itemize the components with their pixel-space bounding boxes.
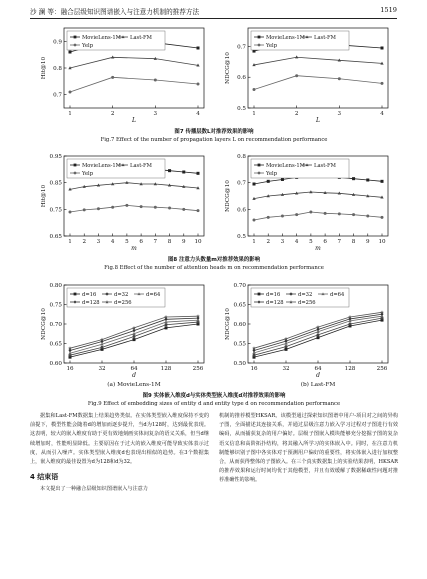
paragraph: 据集和Last-FM数据集上结果趋势类似。在实体类型嵌入维度保持不变的前提下，模型性能会随着d的增加而逐步提升，当d为128时，达到最优表现。这表明，较大的嵌入维度有助于更有效地刻画实体间复杂的语义关系，但当d继续增加时，性能明显降低。主要原因在于过大的嵌入维度可能导致实体表示过度，从而引入噪声。实体类型嵌入维度d也表现出相似的趋势。在3个数据集上，嵌入维度的最佳设置为d为128和d为32。: [30, 413, 209, 466]
data-point: [285, 348, 288, 351]
y-tick-label: 0.65: [233, 302, 246, 309]
x-axis-label: d: [316, 372, 320, 379]
x-axis-label: L: [316, 117, 320, 124]
legend-label: d=256: [298, 300, 316, 306]
data-point: [125, 181, 128, 184]
x-axis-label: m: [315, 245, 321, 252]
data-point: [317, 333, 320, 336]
fig7-row: [30, 22, 398, 126]
data-point: [267, 216, 270, 219]
y-axis-label: Hit@10: [41, 56, 47, 80]
data-point: [125, 204, 128, 207]
data-point: [69, 91, 72, 94]
x-tick-label: 4: [196, 111, 200, 117]
x-tick-label: 1: [68, 111, 72, 117]
legend-marker: [74, 293, 77, 296]
fig8-caption-en: Fig.8 Effect of the number of attention heads m on recommendation performance: [104, 265, 324, 271]
fig9-caption-en: Fig.9 Effect of embedding sizes of entity d and entity type d on recommendation performance: [87, 401, 341, 407]
legend-label: MovieLens-1M: [82, 35, 121, 41]
x-tick-label: 2: [294, 111, 299, 117]
fig9-chart-lastfm: [214, 279, 398, 391]
fig7-chart-hit: [30, 22, 214, 126]
legend-marker: [258, 44, 261, 47]
y-tick-label: 0.80: [49, 283, 62, 289]
y-tick-label: 0.9: [53, 39, 62, 46]
data-point: [338, 77, 341, 80]
x-tick-label: 128: [344, 366, 356, 372]
series-line: [70, 205, 198, 212]
x-tick-label: 64: [314, 366, 322, 372]
left-column: [30, 412, 209, 495]
y-tick-label: 0.7: [237, 180, 246, 187]
x-tick-label: 128: [160, 366, 172, 372]
x-tick-label: 5: [309, 239, 313, 245]
y-tick-label: 0.70: [233, 283, 246, 289]
page-number: 1519: [380, 6, 397, 14]
fig8-chart-ndcg: [214, 150, 398, 254]
y-axis-label: Hit@10: [41, 184, 47, 208]
x-tick-label: 2: [82, 239, 87, 245]
legend-marker: [258, 293, 261, 296]
legend-label: d=32: [114, 292, 129, 298]
legend-marker: [258, 164, 261, 167]
legend-label: Last-FM: [130, 35, 152, 41]
x-tick-label: 3: [153, 111, 158, 117]
y-tick-label: 0.65: [49, 341, 62, 348]
y-axis-label: NDCG@10: [41, 308, 47, 340]
y-axis-label: NDCG@10: [225, 52, 231, 84]
x-tick-label: 256: [376, 366, 388, 372]
right-column: [219, 412, 398, 495]
x-tick-label: 8: [351, 239, 356, 245]
y-tick-label: 0.8: [237, 154, 246, 160]
data-point: [101, 346, 104, 349]
subfigure-label: (b) Last-FM: [300, 382, 336, 388]
y-tick-label: 0.65: [49, 234, 62, 240]
series-line: [254, 192, 382, 199]
data-point: [69, 211, 72, 214]
data-point: [381, 82, 384, 85]
legend-label: d=16: [266, 292, 281, 298]
legend-label: d=32: [298, 292, 313, 298]
data-point: [352, 177, 355, 180]
fig8-caption: [30, 256, 398, 272]
data-point: [253, 88, 256, 91]
legend-label: d=128: [82, 300, 100, 306]
x-tick-label: 7: [337, 239, 342, 245]
data-point: [133, 338, 136, 341]
y-axis-label: NDCG@10: [225, 180, 231, 212]
data-point: [352, 213, 355, 216]
x-tick-label: 10: [378, 239, 386, 245]
page-header: [30, 6, 397, 19]
data-point: [253, 354, 256, 357]
data-point: [83, 208, 86, 211]
x-tick-label: 7: [153, 239, 158, 245]
data-point: [381, 216, 384, 219]
legend-label: Last-FM: [314, 163, 336, 169]
data-point: [197, 47, 200, 50]
fig7-chart-ndcg: [214, 22, 398, 126]
data-point: [253, 183, 256, 186]
y-tick-label: 0.50: [233, 361, 246, 367]
fig8-chart-hit: [30, 150, 214, 254]
data-point: [253, 219, 256, 222]
legend-label: d=16: [82, 292, 97, 298]
fig9-row: [30, 279, 398, 391]
data-point: [349, 323, 352, 326]
series-line: [70, 77, 198, 92]
series-line: [254, 57, 382, 65]
y-tick-label: 0.6: [237, 207, 246, 214]
y-tick-label: 0.7: [237, 44, 246, 51]
y-tick-label: 0.85: [49, 180, 62, 187]
section-heading: 4 结束语: [30, 473, 59, 482]
y-tick-label: 0.5: [237, 106, 246, 112]
data-point: [168, 207, 171, 210]
x-tick-label: 4: [110, 239, 115, 245]
x-tick-label: 2: [110, 111, 115, 117]
x-tick-label: 4: [294, 239, 299, 245]
legend-label: d=64: [146, 292, 161, 298]
paragraph: 机制的推荐模型HKSAR。该模型通过探索知识图谱中用户-项目对之间的异构子图，全面描述其连接关系，并通过层级注意力嵌入学习过程对子图进行有效编码，从而捕获复杂的用户偏好。层级子图嵌入模块能够充分挖掘子图的复杂语义信息和高阶拓扑结构，将其融入所学习的实体嵌入中。同时，在注意力机制能够识别子图中各实体对于预测用户偏好的重要性，将实体嵌入进行加权整合，从而获得整体的子图嵌入。在三个真实数据集上的实验结果表明，HKSAR的推荐效果和运行时间均优于其他模型，并且有效缓解了数据稀疏性问题对推荐准确性的影响。: [219, 413, 398, 484]
data-point: [281, 215, 284, 218]
y-tick-label: 0.75: [49, 207, 62, 214]
legend-marker: [74, 164, 77, 167]
subfigure-label: (a) MovieLens-1M: [107, 382, 161, 388]
data-point: [317, 336, 320, 339]
y-tick-label: 0.95: [49, 154, 62, 160]
x-tick-label: 9: [365, 239, 370, 245]
data-point: [381, 180, 384, 183]
legend-label: d=64: [330, 292, 345, 298]
legend-marker: [74, 172, 77, 175]
data-point: [366, 215, 369, 218]
body-text: [30, 412, 398, 495]
series-line: [254, 212, 382, 220]
fig9-chart-movielens: [30, 279, 214, 391]
data-point: [165, 326, 168, 329]
x-axis-label: L: [132, 117, 136, 124]
x-tick-label: 1: [252, 239, 256, 245]
legend-label: MovieLens-1M: [82, 163, 121, 169]
x-tick-label: 1: [68, 239, 72, 245]
data-point: [324, 212, 327, 215]
x-tick-label: 8: [167, 239, 172, 245]
y-tick-label: 0.7: [53, 92, 62, 99]
data-point: [381, 47, 384, 50]
x-tick-label: 10: [194, 239, 202, 245]
fig7-caption: [30, 128, 398, 144]
legend-marker: [106, 293, 109, 296]
fig9-caption: [30, 392, 398, 408]
x-axis-label: d: [132, 372, 136, 379]
y-tick-label: 0.5: [237, 234, 246, 240]
legend-label: d=128: [266, 300, 284, 306]
x-tick-label: 3: [280, 239, 285, 245]
data-point: [165, 323, 168, 326]
data-point: [295, 213, 298, 216]
x-tick-label: 32: [282, 366, 290, 372]
x-tick-label: 9: [181, 239, 186, 245]
data-point: [281, 178, 284, 181]
x-tick-label: 16: [250, 366, 258, 372]
data-point: [111, 206, 114, 209]
data-point: [338, 212, 341, 215]
legend-label: Yelp: [82, 43, 94, 49]
x-tick-label: 5: [125, 239, 129, 245]
legend-label: MovieLens-1M: [266, 163, 305, 169]
series-line: [70, 57, 198, 68]
legend-label: MovieLens-1M: [266, 35, 305, 41]
data-point: [295, 74, 298, 77]
data-point: [366, 179, 369, 182]
data-point: [267, 180, 270, 183]
x-tick-label: 256: [192, 366, 204, 372]
data-point: [97, 207, 100, 210]
y-tick-label: 0.55: [233, 341, 246, 348]
paragraph: 本文提出了一种融合层级知识图谱嵌入与注意力: [40, 486, 148, 493]
y-tick-label: 0.70: [49, 322, 62, 328]
data-point: [133, 335, 136, 338]
data-point: [309, 211, 312, 214]
legend-marker: [290, 293, 293, 296]
legend-label: Last-FM: [130, 163, 152, 169]
fig7-caption-cn: 图7 传播层数L对推荐效果的影响: [174, 129, 254, 135]
data-point: [197, 209, 200, 212]
fig8-caption-cn: 图8 注意力头数量m对推荐效果的影响: [167, 257, 261, 263]
legend-label: Last-FM: [314, 35, 336, 41]
fig9-caption-cn: 图9 实体嵌入维度d与实体类型嵌入维度d对推荐效果的影响: [142, 393, 286, 399]
y-tick-label: 0.6: [237, 75, 246, 82]
x-tick-label: 2: [266, 239, 271, 245]
fig8-row: [30, 150, 398, 254]
y-axis-label: NDCG@10: [225, 308, 231, 340]
data-point: [111, 76, 114, 79]
running-title: 沙 澜 等：融合层级知识图谱嵌入与注意力机制的推荐方法: [30, 8, 200, 16]
data-point: [182, 171, 185, 174]
legend-marker: [74, 44, 77, 47]
legend-label: Yelp: [82, 171, 94, 177]
x-tick-label: 1: [252, 111, 256, 117]
x-tick-label: 64: [130, 366, 138, 372]
x-tick-label: 32: [98, 366, 106, 372]
legend-label: Yelp: [266, 43, 278, 49]
x-tick-label: 16: [66, 366, 74, 372]
data-point: [285, 345, 288, 348]
y-tick-label: 0.60: [233, 322, 246, 328]
x-axis-label: m: [131, 245, 137, 252]
series-line: [70, 183, 198, 190]
legend-marker: [258, 172, 261, 175]
y-tick-label: 0.75: [49, 302, 62, 309]
data-point: [69, 51, 72, 54]
data-point: [140, 205, 143, 208]
x-tick-label: 3: [337, 111, 342, 117]
data-point: [154, 206, 157, 209]
legend-label: d=256: [114, 300, 132, 306]
legend-label: Yelp: [266, 171, 278, 177]
fig7-caption-en: Fig.7 Effect of the number of propagation layers L on recommendation performance: [100, 137, 328, 143]
data-point: [154, 79, 157, 82]
x-tick-label: 4: [380, 111, 384, 117]
y-tick-label: 0.8: [53, 66, 62, 72]
x-tick-label: 3: [96, 239, 101, 245]
legend-marker: [258, 36, 261, 39]
legend-marker: [74, 36, 77, 39]
y-tick-label: 0.60: [49, 361, 62, 367]
data-point: [197, 83, 200, 86]
data-point: [197, 172, 200, 175]
data-point: [168, 169, 171, 172]
data-point: [182, 208, 185, 211]
series-line: [254, 76, 382, 90]
x-tick-label: 6: [323, 239, 327, 245]
x-tick-label: 6: [139, 239, 143, 245]
